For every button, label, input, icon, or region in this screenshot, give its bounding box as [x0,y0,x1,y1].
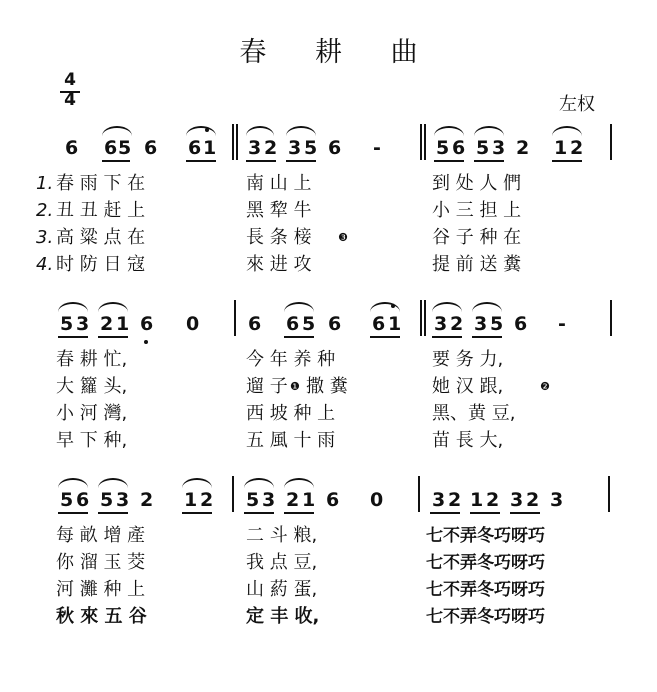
note: 5 [490,313,504,335]
lyric-row [0,226,657,250]
lyric-text: 黑 犂 牛 [246,200,312,221]
high-octave-dot [205,128,209,132]
bar-line [608,476,610,512]
bar-line [234,300,236,336]
note: 6 [104,137,118,159]
note: 6 [372,313,386,335]
lyric-text: 你 溜 玉 茭 [56,552,146,573]
bar-line [424,124,426,160]
lyric-text: 小 三 担 上 [432,200,522,221]
lyric-text: 大 籮 头, [56,376,128,397]
bar-line [232,476,234,512]
rest: 0 [186,313,200,335]
bar-line [424,300,426,336]
note: 6 [452,137,466,159]
note: 2 [450,313,464,335]
slur [370,302,400,312]
lyric-text: 时 防 日 寇 [56,254,146,275]
lyric-text: 秋 來 五 谷 [56,606,147,627]
footnote-marker: ❷ [540,380,550,393]
lyric-text: 河 灘 种 上 [56,579,146,600]
time-signature-bottom: 4 [64,90,76,110]
note: 6 [76,489,90,511]
beam [98,512,128,514]
note: 3 [116,489,130,511]
slur [284,478,314,488]
note: 3 [248,137,262,159]
lyric-text: 七不弄冬巧呀巧 [426,553,545,573]
note: 6 [328,313,342,335]
lyric-text: 山 葯 蛋, [246,579,318,600]
slur [284,302,314,312]
note: 5 [476,137,490,159]
lyric-text: 七不弄冬巧呀巧 [426,580,545,600]
slur [244,478,274,488]
lyric-text: 她 汉 跟, [432,376,504,397]
beam [472,336,502,338]
beam [370,336,400,338]
note: 6 [326,489,340,511]
lyric-row [0,578,657,602]
verse-number: 2. [36,200,54,221]
lyric-text: 早 下 种, [56,430,128,451]
note: 5 [436,137,450,159]
lyric-text: 今 年 养 种 [246,349,336,370]
song-title: 春 耕 曲 [239,37,438,68]
beam [552,160,582,162]
slur [434,126,464,136]
note: 2 [448,489,462,511]
note: 1 [388,313,402,335]
lyric-text: 遛 子 [246,376,288,397]
lyric-row [0,402,657,426]
note: 2 [200,489,214,511]
note: 3 [434,313,448,335]
note: 5 [60,489,74,511]
slur [474,126,504,136]
notation-line-1 [60,136,620,160]
beam [432,336,462,338]
note: 5 [246,489,260,511]
lyric-text: 二 斗 粮, [246,525,318,546]
lyric-text: 丑 丑 赶 上 [56,200,146,221]
slur [286,126,316,136]
beam [98,336,128,338]
lyric-text: 西 坡 种 上 [246,403,336,424]
note: 1 [203,137,217,159]
slur [98,302,128,312]
lyric-row [0,429,657,453]
slur [472,302,502,312]
beam [430,512,460,514]
beam [182,512,212,514]
note: 5 [100,489,114,511]
slur [98,478,128,488]
bar-line [232,124,234,160]
note: 3 [262,489,276,511]
note: 6 [328,137,342,159]
note: 6 [286,313,300,335]
note: 3 [76,313,90,335]
note: 3 [510,489,524,511]
verse-number: 4. [36,254,54,275]
notation-line-3 [60,488,620,512]
lyric-row [0,253,657,277]
bar-line [236,124,238,160]
note: 6 [65,137,79,159]
note: 2 [286,489,300,511]
beam [474,160,504,162]
beam [58,512,88,514]
slur [182,478,212,488]
bar-line [420,300,422,336]
note: 3 [288,137,302,159]
lyric-text: 苗 長 大, [432,430,504,451]
note: 5 [304,137,318,159]
note: 6 [144,137,158,159]
lyric-text: 春 耕 忙, [56,349,128,370]
lyric-text: 五 風 十 雨 [246,430,336,451]
lyric-row [0,524,657,548]
beam [186,160,216,162]
note: 2 [140,489,154,511]
beam [244,512,274,514]
note: 1 [554,137,568,159]
lyric-text: 提 前 送 糞 [432,254,522,275]
lyric-row [0,375,657,399]
lyric-row [0,199,657,223]
note: 1 [470,489,484,511]
lyric-text: 小 河 灣, [56,403,128,424]
lyric-text: 定 丰 收, [246,606,320,627]
note: 5 [302,313,316,335]
beam [102,160,130,162]
beam [58,336,88,338]
note: 2 [264,137,278,159]
footnote-marker: ❶ [290,380,300,393]
note: 2 [516,137,530,159]
note: 3 [432,489,446,511]
composer: 左权 [559,94,595,115]
note: 6 [514,313,528,335]
note: 5 [118,137,132,159]
high-octave-dot [391,304,395,308]
dash: - [373,137,381,159]
note: 1 [116,313,130,335]
lyric-row [0,605,657,629]
lyric-text: 谷 子 种 在 [432,227,522,248]
lyric-text: 七不弄冬巧呀巧 [426,526,545,546]
lyric-row [0,348,657,372]
beam [470,512,500,514]
note: 6 [188,137,202,159]
note: 1 [184,489,198,511]
notation-line-2 [60,312,620,336]
lyric-row [0,172,657,196]
slur [102,126,132,136]
beam [246,160,276,162]
lyric-text: 到 处 人 們 [432,173,522,194]
slur [552,126,582,136]
lyric-row [0,551,657,575]
time-signature-top: 4 [64,70,76,90]
beam [284,336,314,338]
note: 2 [486,489,500,511]
dash: - [558,313,566,335]
lyric-text: 每 畝 增 產 [56,525,146,546]
note: 3 [550,489,564,511]
lyric-text: 春 雨 下 在 [56,173,146,194]
lyric-text: 來 进 攻 [246,254,312,275]
note: 3 [492,137,506,159]
beam [510,512,540,514]
lyric-text: 黑、黄 豆, [432,403,516,424]
verse-number: 1. [36,173,54,194]
verse-number: 3. [36,227,54,248]
slur [58,478,88,488]
slur [246,126,274,136]
lyric-text: 高 粱 点 在 [56,227,146,248]
note: 5 [60,313,74,335]
lyric-text: 七不弄冬巧呀巧 [426,607,545,627]
slur [432,302,462,312]
bar-line [418,476,420,512]
bar-line [610,300,612,336]
slur [186,126,216,136]
lyric-text: 要 务 力, [432,349,504,370]
note: 1 [302,489,316,511]
bar-line [610,124,612,160]
note: 2 [526,489,540,511]
lyric-text: 南 山 上 [246,173,312,194]
rest: 0 [370,489,384,511]
low-octave-dot [144,340,148,344]
lyric-text: 長 条 椄 [246,227,312,248]
note: 2 [100,313,114,335]
bar-line [420,124,422,160]
beam [284,512,314,514]
lyric-text: 撒 糞 [306,376,348,397]
beam [434,160,464,162]
note: 3 [474,313,488,335]
note: 2 [570,137,584,159]
note: 6 [248,313,262,335]
slur [58,302,88,312]
footnote-marker: ❸ [338,231,348,244]
beam [286,160,316,162]
note: 6 [140,313,154,335]
lyric-text: 我 点 豆, [246,552,318,573]
